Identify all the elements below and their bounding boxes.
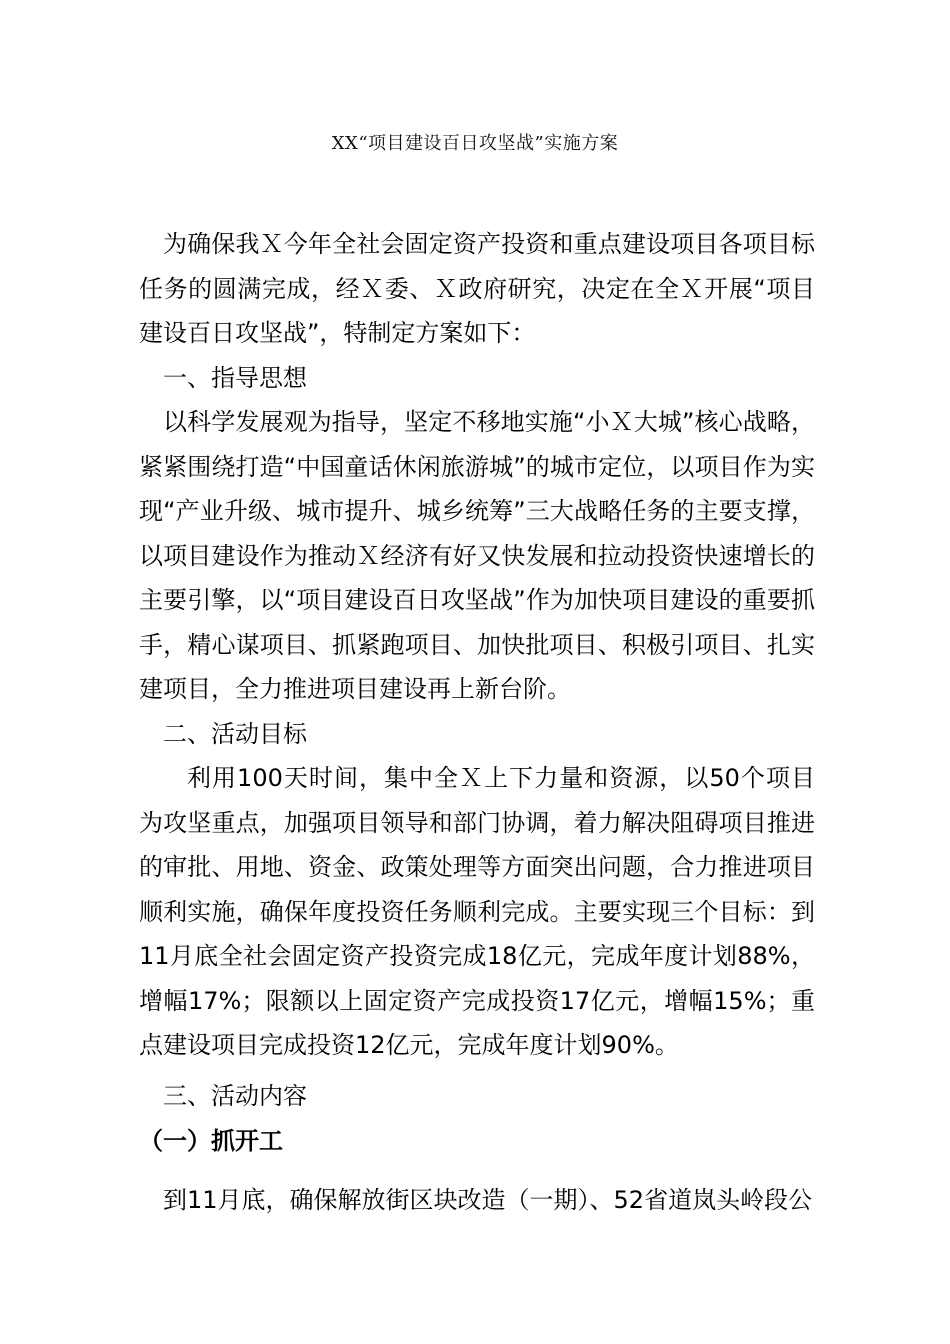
section-heading-guiding-ideology: 一、指导思想: [163, 363, 307, 392]
document-body: [139, 222, 815, 1068]
subsection-heading-start-construction: （一）抓开工: [139, 1126, 283, 1155]
activity-goals-paragraph: 利用100天时间，集中全Ｘ上下力量和资源，以50个项目为攻坚重点，加强项目领导和部门协调，着力解决阻碍项目推进的审批、用地、资金、政策处理等方面突出问题，合力推进项目顺利实施，确保年度投资任务顺利完成。主要实现三个目标：到11月底全社会固定资产投资完成18亿元，完成年度计划88%，增幅17%；限额以上固定资产完成投资17亿元，增幅15%；重点建设项目完成投资12亿元，完成年度计划90%。: [139, 764, 815, 1059]
section-heading-activity-content: 三、活动内容: [163, 1082, 307, 1110]
document-body-continued: [139, 1074, 815, 1163]
document-title: XX“项目建设百日攻坚战”实施方案: [331, 133, 619, 154]
section-heading-activity-goals: 二、活动目标: [163, 719, 307, 748]
document-body-last: [139, 1178, 815, 1223]
guiding-ideology-paragraph: 以科学发展观为指导，坚定不移地实施“小Ｘ大城”核心战略，紧紧围绕打造“中国童话休闲旅游城”的城市定位，以项目作为实现“产业升级、城市提升、城乡统筹”三大战略任务的主要支撑，以项目建设作为推动Ｘ经济有好又快发展和拉动投资快速增长的主要引擎，以“项目建设百日攻坚战”作为加快项目建设的重要抓手，精心谋项目、抓紧跑项目、加快批项目、积极引项目、扎实建项目，全力推进项目建设再上新台阶。: [139, 408, 815, 703]
start-construction-paragraph: 到11月底，确保解放街区块改造（一期）、52省道岚头岭段公: [163, 1186, 813, 1214]
intro-paragraph: 为确保我Ｘ今年全社会固定资产投资和重点建设项目各项目标任务的圆满完成，经Ｘ委、Ｘ政府研究，决定在全Ｘ开展“项目建设百日攻坚战”，特制定方案如下：: [139, 230, 815, 347]
